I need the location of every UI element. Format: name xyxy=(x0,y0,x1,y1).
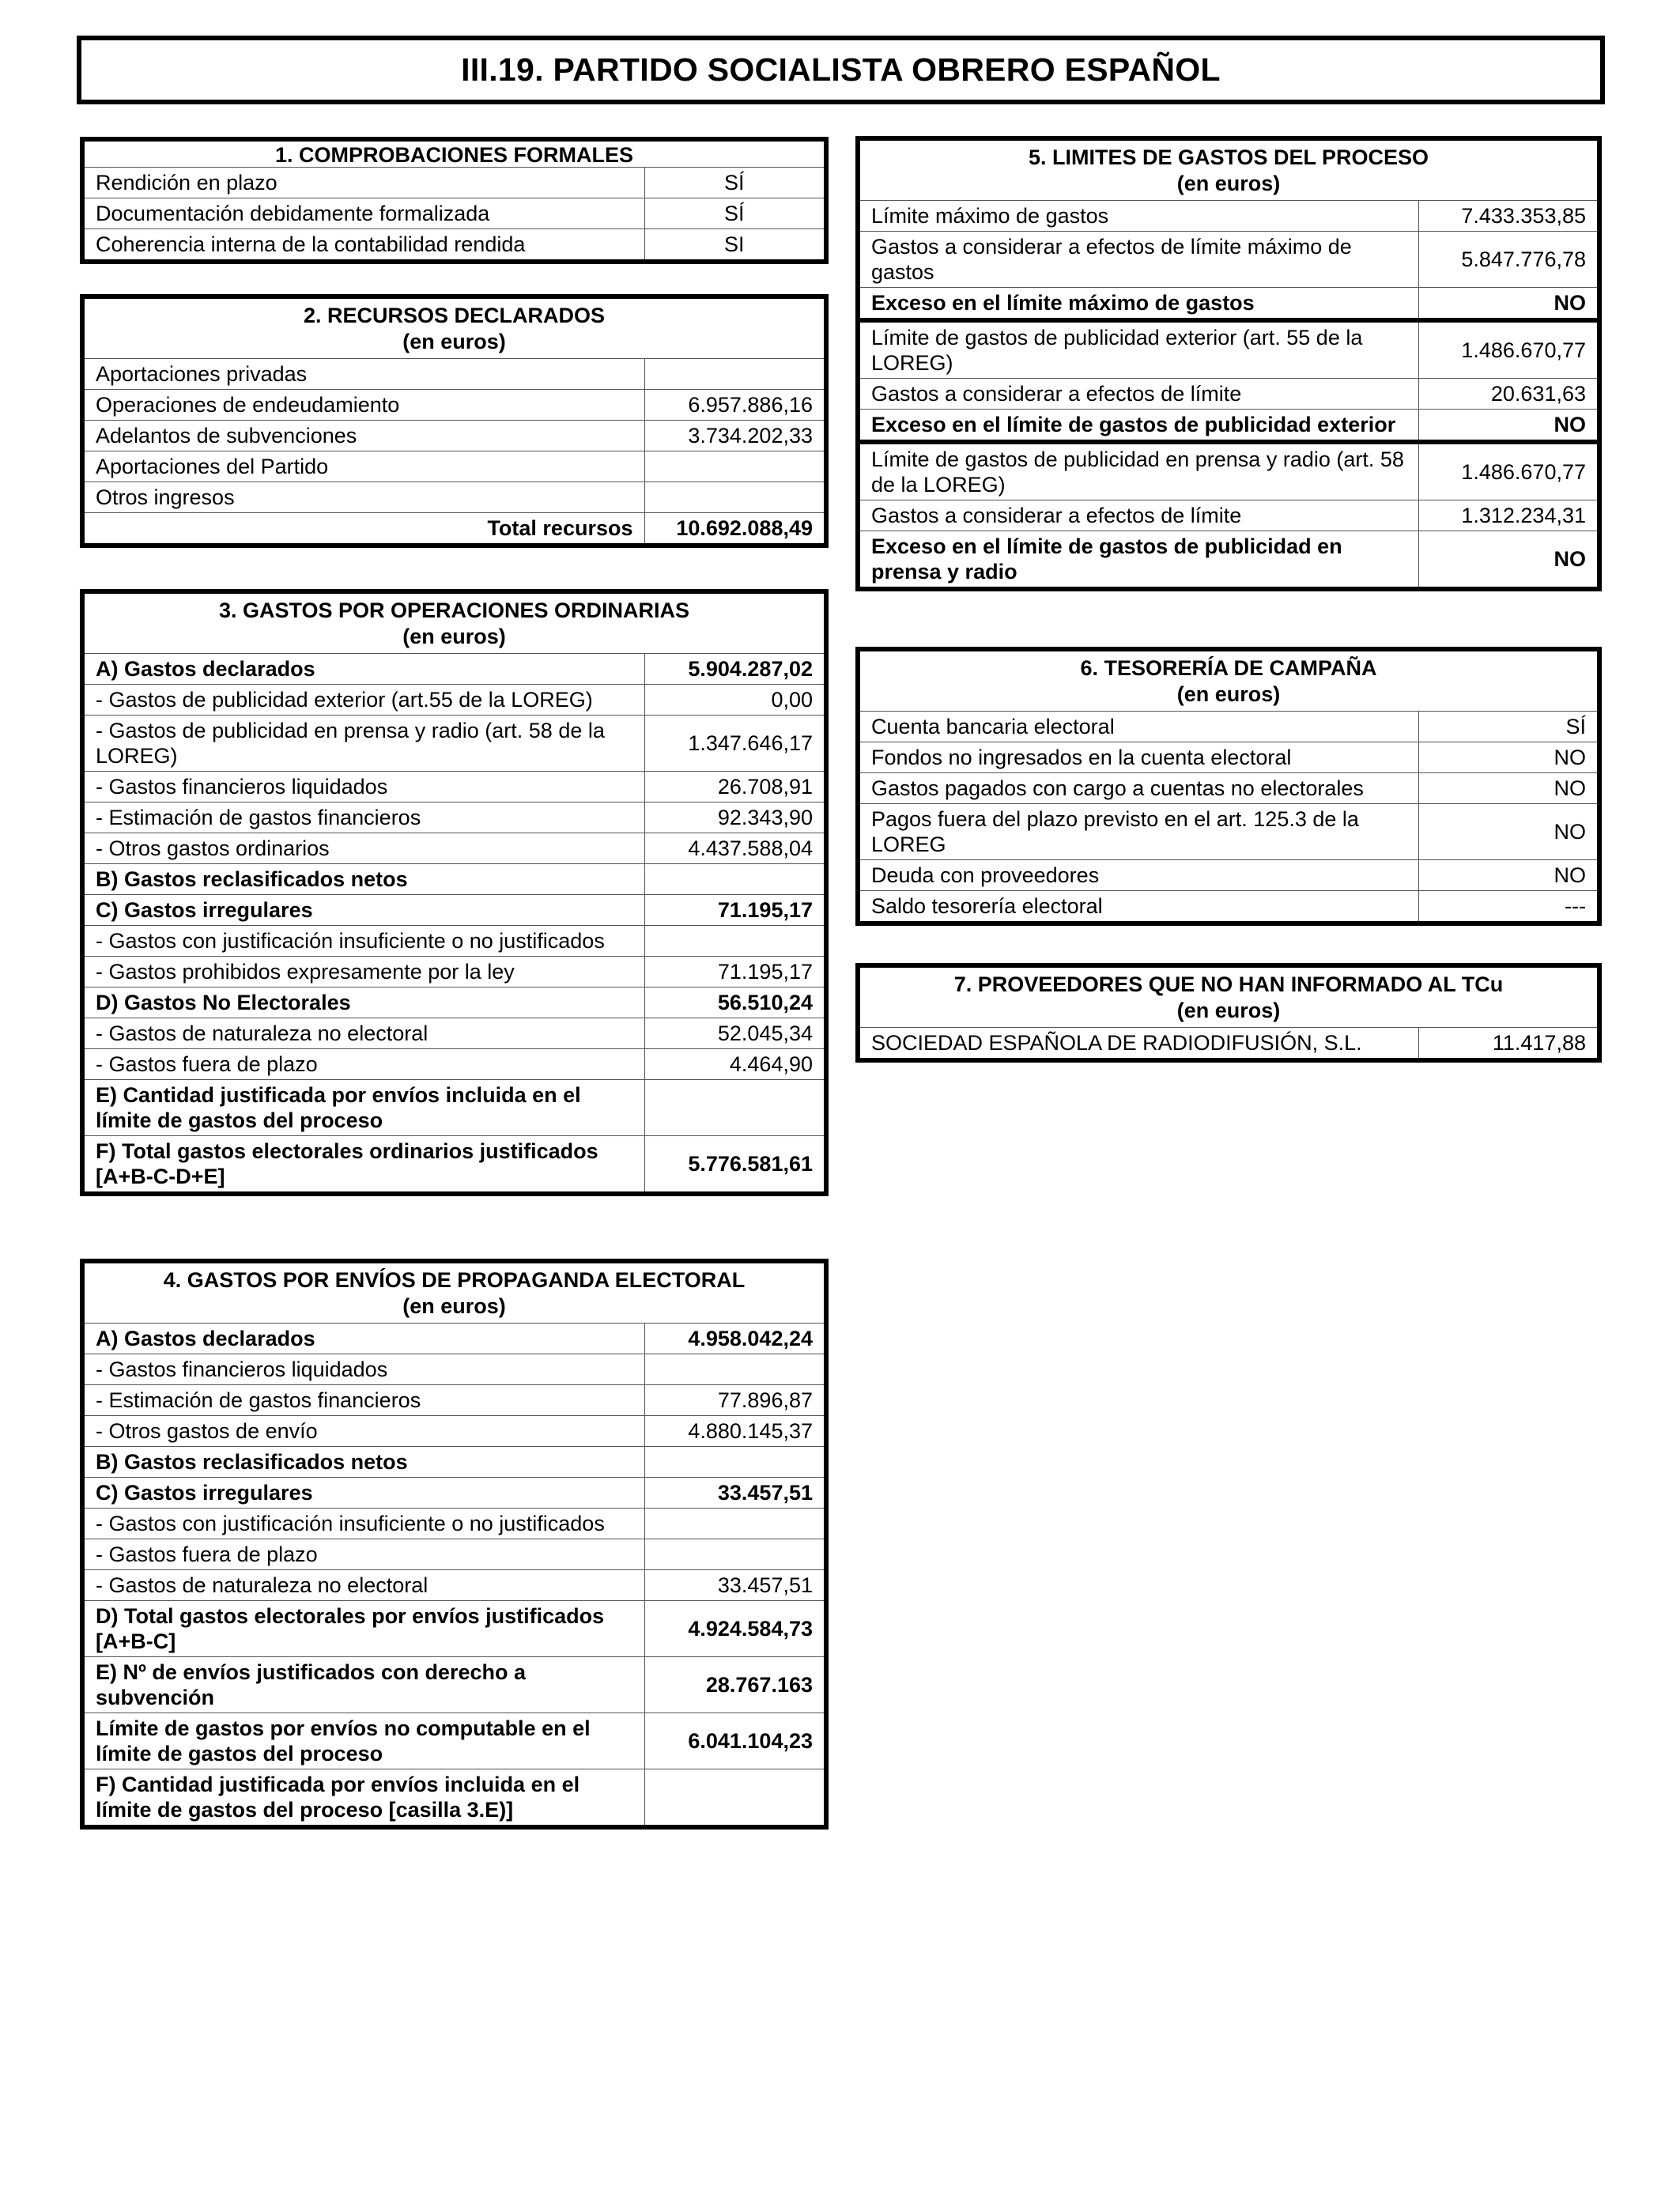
row-value: 28.767.163 xyxy=(644,1657,824,1713)
table-row xyxy=(85,421,824,451)
row-value: 56.510,24 xyxy=(644,987,824,1018)
section-recursos-declarados xyxy=(80,294,829,548)
table-row xyxy=(860,804,1597,860)
table-row xyxy=(85,1447,824,1478)
row-value: NO xyxy=(1418,531,1597,587)
table-row xyxy=(85,1769,824,1826)
table-row xyxy=(85,654,824,685)
row-label: - Gastos prohibidos expresamente por la ley xyxy=(85,957,644,987)
row-label: Pagos fuera del plazo previsto en el art. 125.3 de la LOREG xyxy=(860,804,1418,860)
row-value xyxy=(644,359,824,390)
row-label: - Gastos financieros liquidados xyxy=(85,772,644,802)
row-label: - Gastos con justificación insuficiente o no justificados xyxy=(85,926,644,957)
section-header xyxy=(85,299,824,359)
table-row xyxy=(85,1509,824,1539)
row-label: Operaciones de endeudamiento xyxy=(85,390,644,421)
table-row xyxy=(860,712,1597,742)
table-row xyxy=(85,198,824,229)
section-header xyxy=(85,1263,824,1324)
section-limites-gastos-proceso xyxy=(855,136,1602,591)
section-title: 3. GASTOS POR OPERACIONES ORDINARIAS xyxy=(218,599,690,622)
row-value: --- xyxy=(1418,891,1597,922)
table-row xyxy=(860,442,1597,500)
row-value: SI xyxy=(644,229,824,260)
row-value: 1.347.646,17 xyxy=(644,716,824,772)
section-header xyxy=(860,651,1597,712)
table-row xyxy=(85,1478,824,1509)
section-gastos-operaciones-ordinarias xyxy=(80,589,829,1196)
row-label: - Otros gastos ordinarios xyxy=(85,833,644,864)
row-value xyxy=(644,1447,824,1478)
row-value: 4.464,90 xyxy=(644,1049,824,1080)
row-value: 26.708,91 xyxy=(644,772,824,802)
row-value: SÍ xyxy=(644,198,824,229)
row-value: 52.045,34 xyxy=(644,1018,824,1049)
section-subtitle: (en euros) xyxy=(1176,172,1281,195)
section-title: 2. RECURSOS DECLARADOS xyxy=(303,304,606,327)
row-label: Rendición en plazo xyxy=(85,168,644,198)
table-row xyxy=(860,379,1597,410)
row-label: Exceso en el límite máximo de gastos xyxy=(860,288,1418,321)
row-value: SÍ xyxy=(1418,712,1597,742)
table-row xyxy=(860,742,1597,773)
row-value: 6.957.886,16 xyxy=(644,390,824,421)
table-row xyxy=(85,772,824,802)
table-row xyxy=(860,531,1597,587)
row-label: Aportaciones del Partido xyxy=(85,451,644,482)
row-value xyxy=(644,451,824,482)
row-label: Aportaciones privadas xyxy=(85,359,644,390)
table-row xyxy=(860,288,1597,321)
table-row xyxy=(85,685,824,716)
row-value: 4.924.584,73 xyxy=(644,1601,824,1657)
row-value: 6.041.104,23 xyxy=(644,1713,824,1769)
table-row xyxy=(85,451,824,482)
row-label: Gastos a considerar a efectos de límite máximo de gastos xyxy=(860,232,1418,288)
row-value xyxy=(644,1509,824,1539)
row-label: Documentación debidamente formalizada xyxy=(85,198,644,229)
row-value: 4.958.042,24 xyxy=(644,1324,824,1354)
table-row xyxy=(860,410,1597,443)
table-row xyxy=(85,895,824,926)
table-row xyxy=(85,1049,824,1080)
section-subtitle: (en euros) xyxy=(402,1294,506,1318)
table-row xyxy=(85,1324,824,1354)
table-row xyxy=(85,1570,824,1601)
table-row xyxy=(85,1385,824,1416)
row-label: - Gastos fuera de plazo xyxy=(85,1539,644,1570)
table-row xyxy=(85,926,824,957)
section-proveedores-no-informado xyxy=(855,963,1602,1063)
row-label: - Gastos de naturaleza no electoral xyxy=(85,1018,644,1049)
row-label: - Gastos con justificación insuficiente o no justificados xyxy=(85,1509,644,1539)
section-subtitle: (en euros) xyxy=(1176,682,1281,706)
row-label: - Gastos financieros liquidados xyxy=(85,1354,644,1385)
row-value: 1.312.234,31 xyxy=(1418,500,1597,531)
row-label: D) Total gastos electorales por envíos justificados [A+B-C] xyxy=(85,1601,644,1657)
section-subtitle: (en euros) xyxy=(402,330,506,353)
table-row xyxy=(860,500,1597,531)
section-title: 5. LIMITES DE GASTOS DEL PROCESO xyxy=(1028,145,1429,169)
section-title: 4. GASTOS POR ENVÍOS DE PROPAGANDA ELECTORAL xyxy=(163,1268,746,1292)
table-row xyxy=(85,390,824,421)
table-row xyxy=(85,1539,824,1570)
table-row xyxy=(85,168,824,198)
row-label: B) Gastos reclasificados netos xyxy=(85,1447,644,1478)
row-value: 4.880.145,37 xyxy=(644,1416,824,1447)
total-value: 10.692.088,49 xyxy=(644,513,824,544)
row-value: 1.486.670,77 xyxy=(1418,442,1597,500)
table-row xyxy=(85,1080,824,1136)
row-value: 77.896,87 xyxy=(644,1385,824,1416)
row-label: Coherencia interna de la contabilidad rendida xyxy=(85,229,644,260)
table-row xyxy=(85,957,824,987)
table-row xyxy=(860,860,1597,891)
table-row xyxy=(85,1713,824,1769)
table-row xyxy=(860,232,1597,288)
row-value: 4.437.588,04 xyxy=(644,833,824,864)
table-row xyxy=(85,1657,824,1713)
row-label: Deuda con proveedores xyxy=(860,860,1418,891)
page-title-box xyxy=(77,36,1605,104)
row-value xyxy=(644,926,824,957)
row-label: Límite máximo de gastos xyxy=(860,201,1418,232)
row-label: C) Gastos irregulares xyxy=(85,1478,644,1509)
row-value: NO xyxy=(1418,288,1597,321)
section-header xyxy=(860,141,1597,201)
table-row xyxy=(85,1416,824,1447)
row-label: - Otros gastos de envío xyxy=(85,1416,644,1447)
row-label: Límite de gastos por envíos no computable en el límite de gastos del proceso xyxy=(85,1713,644,1769)
row-value: 71.195,17 xyxy=(644,957,824,987)
row-value: 1.486.670,77 xyxy=(1418,320,1597,379)
row-label: E) Cantidad justificada por envíos incluida en el límite de gastos del proceso xyxy=(85,1080,644,1136)
row-value: NO xyxy=(1418,804,1597,860)
row-label: - Gastos fuera de plazo xyxy=(85,1049,644,1080)
table-row xyxy=(85,229,824,260)
row-value xyxy=(644,482,824,513)
row-value: 71.195,17 xyxy=(644,895,824,926)
table-row xyxy=(85,802,824,833)
row-label: - Estimación de gastos financieros xyxy=(85,802,644,833)
table-row xyxy=(860,1028,1597,1059)
row-label: - Estimación de gastos financieros xyxy=(85,1385,644,1416)
row-label: Límite de gastos de publicidad exterior (art. 55 de la LOREG) xyxy=(860,320,1418,379)
row-label: A) Gastos declarados xyxy=(85,1324,644,1354)
table-row xyxy=(85,716,824,772)
row-value: 20.631,63 xyxy=(1418,379,1597,410)
row-label: SOCIEDAD ESPAÑOLA DE RADIODIFUSIÓN, S.L. xyxy=(860,1028,1418,1059)
section-tesoreria-campana xyxy=(855,647,1602,926)
row-label: Otros ingresos xyxy=(85,482,644,513)
table-row xyxy=(85,1136,824,1192)
row-value: 0,00 xyxy=(644,685,824,716)
section-subtitle: (en euros) xyxy=(402,625,506,648)
table-row xyxy=(860,320,1597,379)
table-row xyxy=(85,359,824,390)
table-row xyxy=(85,482,824,513)
table-row xyxy=(860,773,1597,804)
table-row xyxy=(860,891,1597,922)
total-row xyxy=(85,513,824,544)
row-value: 3.734.202,33 xyxy=(644,421,824,451)
row-value xyxy=(644,1080,824,1136)
row-value: 7.433.353,85 xyxy=(1418,201,1597,232)
table-row xyxy=(860,201,1597,232)
row-value xyxy=(644,1769,824,1826)
row-value xyxy=(644,1354,824,1385)
row-label: D) Gastos No Electorales xyxy=(85,987,644,1018)
total-label: Total recursos xyxy=(85,513,644,544)
row-value: 5.847.776,78 xyxy=(1418,232,1597,288)
row-value: SÍ xyxy=(644,168,824,198)
row-value: 92.343,90 xyxy=(644,802,824,833)
section-title: 7. PROVEEDORES QUE NO HAN INFORMADO AL TCu xyxy=(953,972,1504,996)
row-label: Gastos a considerar a efectos de límite xyxy=(860,500,1418,531)
row-value xyxy=(644,1539,824,1570)
row-label: Cuenta bancaria electoral xyxy=(860,712,1418,742)
row-value: NO xyxy=(1418,860,1597,891)
row-label: B) Gastos reclasificados netos xyxy=(85,864,644,895)
section-header xyxy=(860,968,1597,1028)
row-value: 33.457,51 xyxy=(644,1570,824,1601)
table-row xyxy=(85,987,824,1018)
row-value: NO xyxy=(1418,773,1597,804)
table-row xyxy=(85,1354,824,1385)
row-label: F) Cantidad justificada por envíos incluida en el límite de gastos del proceso [casilla 3.E)] xyxy=(85,1769,644,1826)
table-row xyxy=(85,1018,824,1049)
row-label: C) Gastos irregulares xyxy=(85,895,644,926)
row-label: Saldo tesorería electoral xyxy=(860,891,1418,922)
row-label: Gastos pagados con cargo a cuentas no electorales xyxy=(860,773,1418,804)
row-value: 33.457,51 xyxy=(644,1478,824,1509)
section-gastos-envios-propaganda xyxy=(80,1259,829,1830)
row-label: E) Nº de envíos justificados con derecho a subvención xyxy=(85,1657,644,1713)
row-label: - Gastos de publicidad en prensa y radio (art. 58 de la LOREG) xyxy=(85,716,644,772)
row-label: A) Gastos declarados xyxy=(85,654,644,685)
section-comprobaciones-formales xyxy=(80,137,829,264)
section-subtitle: (en euros) xyxy=(1176,999,1281,1022)
table-row xyxy=(85,1601,824,1657)
section-title: 6. TESORERÍA DE CAMPAÑA xyxy=(1080,656,1377,680)
section-title: 1. COMPROBACIONES FORMALES xyxy=(85,142,824,168)
row-value: 5.904.287,02 xyxy=(644,654,824,685)
row-label: Límite de gastos de publicidad en prensa y radio (art. 58 de la LOREG) xyxy=(860,442,1418,500)
row-label: F) Total gastos electorales ordinarios justificados [A+B-C-D+E] xyxy=(85,1136,644,1192)
row-value: 11.417,88 xyxy=(1418,1028,1597,1059)
row-label: - Gastos de naturaleza no electoral xyxy=(85,1570,644,1601)
row-label: Exceso en el límite de gastos de publicidad en prensa y radio xyxy=(860,531,1418,587)
row-label: - Gastos de publicidad exterior (art.55 de la LOREG) xyxy=(85,685,644,716)
row-value xyxy=(644,864,824,895)
row-value: NO xyxy=(1418,742,1597,773)
row-label: Gastos a considerar a efectos de límite xyxy=(860,379,1418,410)
section-header xyxy=(85,594,824,654)
row-label: Exceso en el límite de gastos de publicidad exterior xyxy=(860,410,1418,443)
row-value: 5.776.581,61 xyxy=(644,1136,824,1192)
table-row xyxy=(85,833,824,864)
row-label: Fondos no ingresados en la cuenta electoral xyxy=(860,742,1418,773)
table-row xyxy=(85,864,824,895)
row-value: NO xyxy=(1418,410,1597,443)
page-title: III.19. PARTIDO SOCIALISTA OBRERO ESPAÑOL xyxy=(461,51,1221,88)
row-label: Adelantos de subvenciones xyxy=(85,421,644,451)
